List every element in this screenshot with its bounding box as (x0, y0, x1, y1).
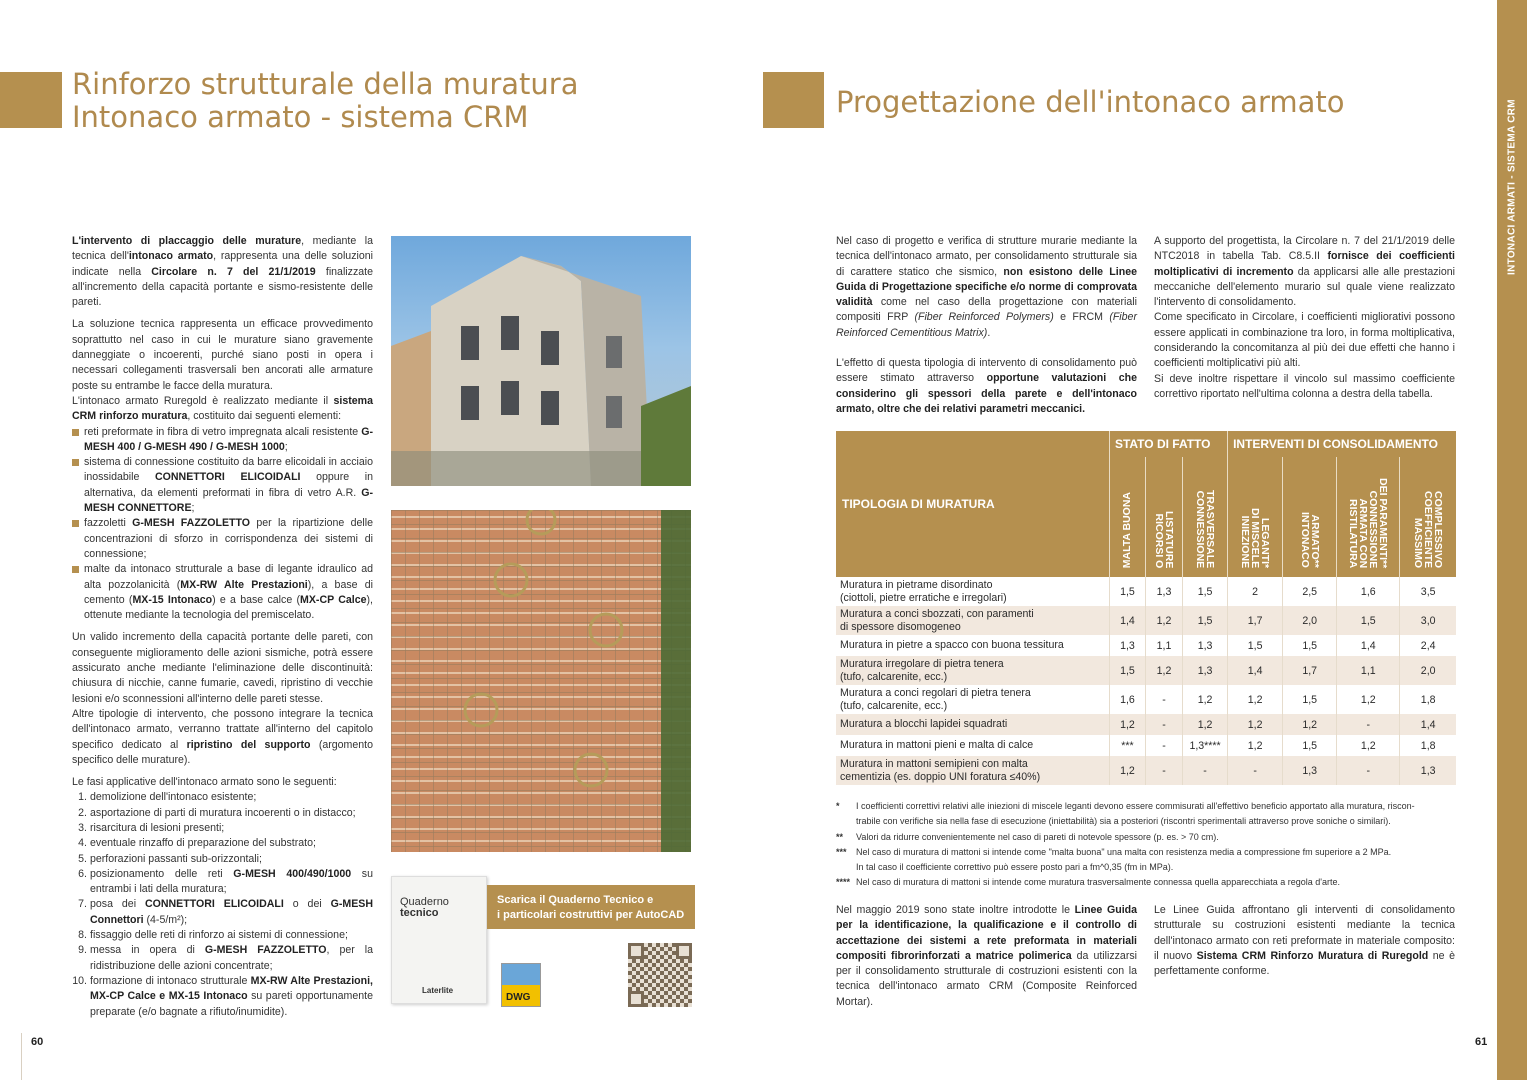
list-item: 7. posa dei CONNETTORI ELICOIDALI o dei G-MESH Connettori (4-5/m²); (78, 898, 373, 926)
header-tipologia: TIPOLOGIA DI MURATURA (836, 431, 1109, 577)
solution-paragraph: La soluzione tecnica rappresenta un efficace provvedimento soprattutto nel caso in cui le murature siano gravemente danneggiate o incoerenti, purché siano posti in opera i necessari collegamenti trasversali ben ancorati alle armature poste su entrambe le facce della muratura. (72, 318, 373, 392)
coefficient-cell: - (1337, 714, 1400, 735)
guidelines-paragraph: Nel maggio 2019 sono state inoltre introdotte le Linee Guida per la identificazione, la qualificazione e il controllo di accettazione dei sistemi a rete preformata in materiali compositi fibrorinforzati a matrice polimerica da utilizzarsi per il consolidamento strutturale di costruzioni esistenti con la tecnica dell'intonaco armato CRM (Composite Reinforced Mortar). (836, 904, 1138, 1008)
coefficient-cell: 1,2 (1337, 685, 1400, 714)
effect-paragraph: L'effetto di questa tipologia di intervento di consolidamento può essere stimato attraverso opportune valutazioni che considerino gli spessori della parete e dell'intonaco armato, oltre che dei relativi parametri meccanici. (836, 357, 1137, 415)
left-page-rule (21, 1033, 22, 1080)
mesh-illustration (391, 510, 691, 852)
right-bottom-col2 (1154, 903, 1455, 986)
coefficient-cell: - (1228, 756, 1283, 785)
coefficient-cell: 1,2 (1228, 685, 1283, 714)
steps-intro: Le fasi applicative dell'intonaco armato sono le seguenti: (72, 776, 337, 789)
support-paragraph: A supporto del progettista, la Circolare n. 7 del 21/1/2019 delle NTC2018 in tabella Tab. C8.5.II fornisce dei coefficienti moltiplicativi di incremento da applicarsi alle alle prestazioni meccaniche dell'elemento murario sul quale viene realizzato l'intervento di consolidamento. (1154, 235, 1456, 309)
quaderno-booklet[interactable] (391, 876, 487, 1004)
coefficient-cell: 1,5 (1109, 656, 1145, 685)
coefficient-cell: 1,5 (1283, 735, 1337, 756)
coefficient-cell: - (1145, 735, 1182, 756)
booklet-brand: Laterlite (422, 986, 454, 995)
left-page-number: 60 (31, 1036, 44, 1048)
masonry-type-cell: Muratura in pietrame disordinato (ciottoli, pietre erratiche e irregolari) (836, 577, 1109, 606)
left-title-line1: Rinforzo strutturale della muratura (72, 67, 579, 101)
combination-paragraph: Come specificato in Circolare, i coefficienti migliorativi possono essere applicati in combinazione tra loro, in forma moltiplicativa, considerando la concomitanza al più dei due effetti che hanno i coefficienti moltiplicativi più alti. (1154, 311, 1455, 370)
table-row (836, 685, 1456, 714)
coefficient-cell: 1,5 (1183, 606, 1228, 635)
coefficient-cell: 1,4 (1337, 635, 1400, 656)
table-row (836, 635, 1456, 656)
list-item: 3. risarcitura di lesioni presenti; (78, 821, 225, 834)
coefficient-cell: 1,5 (1283, 635, 1337, 656)
masonry-type-cell: Muratura a blocchi lapidei squadrati (836, 714, 1109, 735)
coefficients-table-wrap (836, 431, 1456, 785)
coefficient-cell: - (1183, 756, 1228, 785)
left-text-column (72, 234, 373, 1020)
coefficient-cell: 1,6 (1337, 577, 1400, 606)
column-header: CONNESSIONE TRASVERSALE (1183, 457, 1228, 577)
components-list (72, 425, 373, 624)
coefficient-cell: 1,2 (1337, 735, 1400, 756)
column-header: RISTILATURA ARMATA CON CONNESSIONE DEI PARAMENTI** (1337, 457, 1400, 577)
increment-paragraph: Un valido incremento della capacità portante delle pareti, con conseguente miglioramento delle azioni sismiche, potrà essere assicurato anche mediante l'eliminazione delle discontinuità: chiusura di nicchie, canne fumarie, cavedi, ripristino di vecchie lesioni e/o sconnessioni all'interno delle pareti stesse. (72, 631, 373, 705)
coefficient-cell: 2,0 (1400, 656, 1456, 685)
coefficient-cell: 1,3 (1183, 635, 1228, 656)
coefficient-cell: 1,4 (1228, 656, 1283, 685)
right-col2-text (1154, 234, 1455, 409)
other-interventions-paragraph: Altre tipologie di intervento, che possono integrare la tecnica dell'intonaco armato, verranno trattate all'interno del capitolo specifico dedicato al ripristino del supporto (argomento specifico delle murature). (72, 707, 373, 766)
left-title-line2: Intonaco armato - sistema CRM (72, 100, 529, 134)
coefficient-cell: 1,1 (1337, 656, 1400, 685)
coefficient-cell: 1,5 (1109, 577, 1145, 606)
coefficient-cell: 2 (1228, 577, 1283, 606)
masonry-type-cell: Muratura a conci regolari di pietra tenera (tufo, calcarenite, ecc.) (836, 685, 1109, 714)
coefficient-cell: 1,2 (1145, 656, 1182, 685)
coefficient-cell: 1,4 (1109, 606, 1145, 635)
coefficient-cell: 2,4 (1400, 635, 1456, 656)
list-item: reti preformate in fibra di vetro impregnata alcali resistente G-MESH 400 / G-MESH 490 / G-MESH 1000; (72, 425, 373, 456)
coefficient-cell: 1,2 (1145, 606, 1182, 635)
coefficient-cell: 1,2 (1109, 714, 1145, 735)
table-row (836, 714, 1456, 735)
coefficients-table (836, 431, 1456, 785)
right-page-number: 61 (1475, 1036, 1488, 1048)
coefficient-cell: 2,5 (1283, 577, 1337, 606)
intro-paragraph: L'intervento di placcaggio delle murature, mediante la tecnica dell'intonaco armato, rappresenta una delle soluzioni indicate nella Circolare n. 7 del 21/1/2019 finalizzate all'incremento della capacità portante e sismo-resistente delle pareti. (72, 235, 373, 309)
coefficient-cell: 1,2 (1228, 735, 1283, 756)
column-header: MASSIMO COEFFICIENTE COMPLESSIVO (1400, 457, 1456, 577)
coefficient-cell: 1,1 (1145, 635, 1182, 656)
header-interventi: INTERVENTI DI CONSOLIDAMENTO (1228, 431, 1456, 457)
table-row (836, 735, 1456, 756)
coefficient-cell: *** (1109, 735, 1145, 756)
coefficient-cell: 1,7 (1283, 656, 1337, 685)
left-title-block (0, 72, 62, 128)
left-page-title (72, 68, 578, 134)
column-header: INTONACO ARMATO** (1283, 457, 1337, 577)
conformity-paragraph: Le Linee Guida affrontano gli interventi di consolidamento strutturale su costruzioni esistenti mediante la tecnica dell'intonaco armato con reti preformate in materiale composito: il nuovo Sistema CRM Rinforzo Muratura di Ruregold ne è perfettamente conforme. (1154, 904, 1455, 978)
right-col1-text (836, 234, 1137, 424)
table-row (836, 577, 1456, 606)
list-item: sistema di connessione costituito da barre elicoidali in acciaio inossidabile CONNETTORI ELICOIDALI oppure in alternativa, da elementi preformati in fibra di vetro A.R. G-MESH CONNETTORE; (72, 455, 373, 516)
coefficient-cell: - (1145, 714, 1182, 735)
coefficient-cell: 1,5 (1337, 606, 1400, 635)
masonry-type-cell: Muratura a conci sbozzati, con paramenti di spessore disomogeneo (836, 606, 1109, 635)
list-item: 1. demolizione dell'intonaco esistente; (78, 791, 257, 804)
qr-code[interactable] (628, 943, 692, 1007)
building-illustration (391, 236, 691, 486)
column-header: MALTA BUONA (1109, 457, 1145, 577)
table-body (836, 577, 1456, 785)
coefficient-cell: 1,2 (1183, 685, 1228, 714)
constraint-paragraph: Si deve inoltre rispettare il vincolo sul massimo coefficiente correttivo riportato nell'ultima colonna a destra della tabella. (1154, 372, 1455, 400)
masonry-type-cell: Muratura in mattoni pieni e malta di calce (836, 735, 1109, 756)
column-header: INIEZIONE DI MISCELE LEGANTI* (1228, 457, 1283, 577)
footnote: * I coefficienti correttivi relativi alle iniezioni di miscele leganti devono essere commisurati all'effettivo beneficio apportato alla muratura, riscon- trabile con verifiche sia nella fase di esecuzione (iniettabilità) sia a posteriori (riscontri sperimentali attraverso prove soniche o similari). (836, 801, 1415, 827)
coefficient-cell: 1,3**** (1183, 735, 1228, 756)
right-bottom-col1 (836, 903, 1137, 1017)
coefficient-cell: 3,5 (1400, 577, 1456, 606)
list-item: 6. posizionamento delle reti G-MESH 400/490/1000 su entrambi i lati della muratura; (78, 867, 373, 896)
coefficient-cell: 1,7 (1228, 606, 1283, 635)
list-item: 5. perforazioni passanti sub-orizzontali; (78, 852, 262, 865)
coefficient-cell: 1,3 (1400, 756, 1456, 785)
coefficient-cell: - (1337, 756, 1400, 785)
list-item: 10. formazione di intonaco strutturale MX-RW Alte Prestazioni, MX-CP Calce e MX-15 Intonaco su pareti opportunamente preparate (e/o bagnate a rifiuto/inumidite). (72, 974, 373, 1018)
dwg-file-icon[interactable]: DWG (501, 963, 541, 1007)
list-item: fazzoletti G-MESH FAZZOLETTO per la ripartizione delle concentrazioni di sforzo in corrispondenza dei sistemi di connessione; (72, 516, 373, 562)
table-row (836, 606, 1456, 635)
header-stato-di-fatto: STATO DI FATTO (1109, 431, 1227, 457)
list-item: 9. messa in opera di G-MESH FAZZOLETTO, per la ridistribuzione delle azioni concentrate; (78, 944, 374, 972)
booklet-title: Quaderno tecnico (400, 896, 449, 919)
coefficient-cell: - (1145, 685, 1182, 714)
coefficient-cell: 3,0 (1400, 606, 1456, 635)
coefficient-cell: 1,5 (1283, 685, 1337, 714)
footnote: *** Nel caso di muratura di mattoni si intende come "malta buona" una malta con resistenza media a compressione fm superiore a 2 MPa. In tal caso il coefficiente correttivo può essere posto pari a fm^0,35 (fm in MPa). (836, 846, 1392, 873)
coefficient-cell: 2,0 (1283, 606, 1337, 635)
download-banner[interactable]: Scarica il Quaderno Tecnico e i particolari costruttivi per AutoCAD (487, 885, 695, 929)
section-side-label: INTONACI ARMATI - SISTEMA CRM (1506, 99, 1518, 275)
masonry-type-cell: Muratura in mattoni semipieni con malta cementizia (es. doppio UNI foratura ≤40%) (836, 756, 1109, 785)
table-footnotes (836, 799, 1466, 891)
coefficient-cell: 1,8 (1400, 685, 1456, 714)
coefficient-cell: 1,8 (1400, 735, 1456, 756)
right-page-title: Progettazione dell'intonaco armato (836, 85, 1345, 119)
coefficient-cell: 1,3 (1283, 756, 1337, 785)
coefficient-cell: 1,6 (1109, 685, 1145, 714)
building-photo (391, 236, 691, 486)
steps-list (72, 790, 373, 1019)
coefficient-cell: - (1145, 756, 1182, 785)
masonry-type-cell: Muratura in pietre a spacco con buona tessitura (836, 635, 1109, 656)
mesh-wall-photo (391, 510, 691, 852)
coefficient-cell: 1,5 (1183, 577, 1228, 606)
footnote: **** Nel caso di muratura di mattoni si intende come muratura trasversalmente connessa quella apparecchiata a regola d'arte. (836, 877, 1340, 888)
masonry-type-cell: Muratura irregolare di pietra tenera (tufo, calcarenite, ecc.) (836, 656, 1109, 685)
list-item: 4. eventuale rinzaffo di preparazione del substrato; (78, 837, 316, 850)
system-paragraph: L'intonaco armato Ruregold è realizzato mediante il sistema CRM rinforzo muratura, costituito dai seguenti elementi: (72, 394, 373, 423)
coefficient-cell: 1,5 (1228, 635, 1283, 656)
table-row (836, 656, 1456, 685)
coefficient-cell: 1,3 (1183, 656, 1228, 685)
coefficient-cell: 1,2 (1228, 714, 1283, 735)
list-item: malte da intonaco strutturale a base di legante idraulico ad alta pozzolanicità (MX-RW Alte Prestazioni), a base di cemento (MX-15 Intonaco) e a base calce (MX-CP Calce), ottenute mediante la tecnologia del premiscelato. (72, 562, 373, 623)
footnote: ** Valori da ridurre convenientemente nel caso di pareti di notevole spessore (p. es. > 70 cm). (836, 831, 1219, 842)
table-row (836, 756, 1456, 785)
coefficient-cell: 1,4 (1400, 714, 1456, 735)
design-paragraph: Nel caso di progetto e verifica di strutture murarie mediante la tecnica dell'intonaco armato, per consolidamento strutturale sia di carattere statico che sismico, non esistono delle Linee Guida di Progettazione specifiche e/o norme di comprovata validità come nel caso della progettazione con materiali compositi FRP (Fiber Reinforced Polymers) e FRCM (Fiber Reinforced Cementitious Matrix). (836, 235, 1137, 339)
list-item: 8. fissaggio delle reti di rinforzo ai sistemi di connessione; (78, 929, 348, 942)
column-header: RICORSI O LISTATURE (1145, 457, 1182, 577)
coefficient-cell: 1,2 (1283, 714, 1337, 735)
coefficient-cell: 1,2 (1109, 756, 1145, 785)
right-title-block (763, 72, 824, 128)
coefficient-cell: 1,2 (1183, 714, 1228, 735)
coefficient-cell: 1,3 (1109, 635, 1145, 656)
list-item: 2. asportazione di parti di muratura incoerenti o in distacco; (78, 806, 356, 819)
coefficient-cell: 1,3 (1145, 577, 1182, 606)
